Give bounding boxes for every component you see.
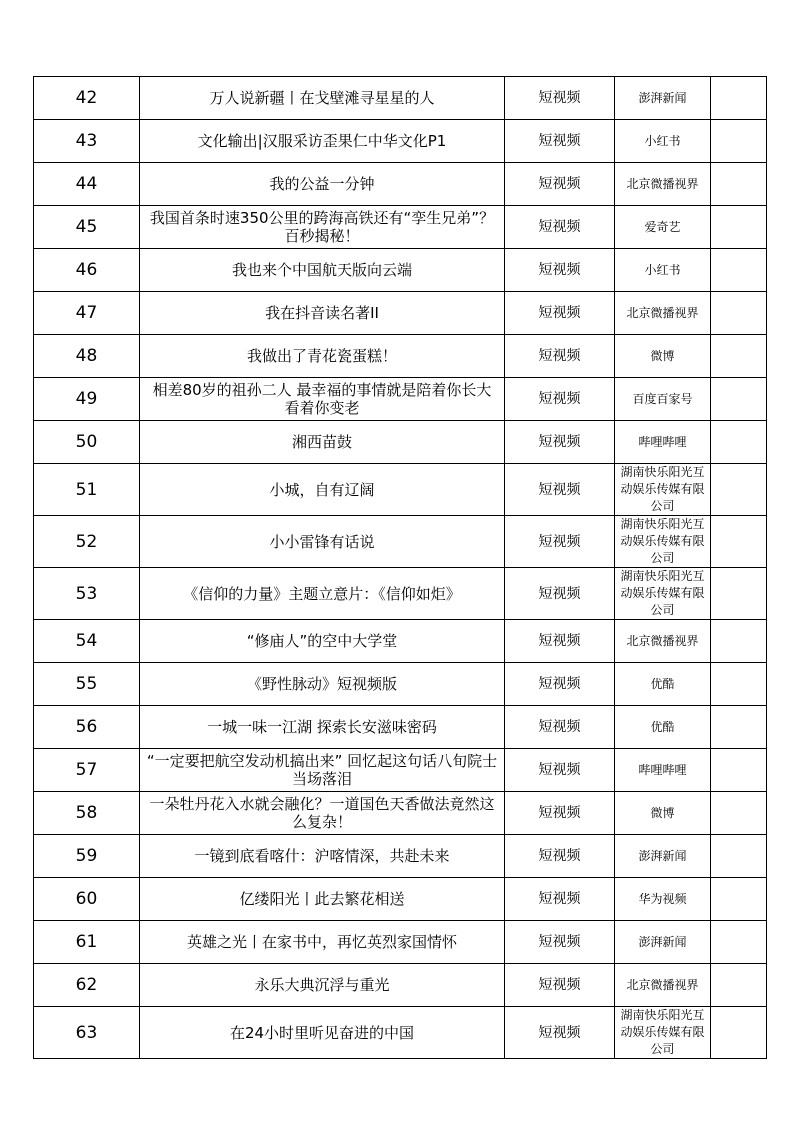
work-title: 英雄之光丨在家书中，再忆英烈家国情怀 (140, 921, 505, 964)
work-title: 我也来个中国航天版向云端 (140, 249, 505, 292)
work-type: 短视频 (505, 706, 615, 749)
work-source: 湖南快乐阳光互动娱乐传媒有限公司 (615, 516, 711, 568)
work-source: 微博 (615, 335, 711, 378)
row-number: 55 (34, 663, 140, 706)
work-source: 北京微播视界 (615, 292, 711, 335)
row-number: 43 (34, 120, 140, 163)
work-type: 短视频 (505, 749, 615, 792)
work-title: 小城，自有辽阔 (140, 464, 505, 516)
row-number: 49 (34, 378, 140, 421)
work-title: 我国首条时速350公里的跨海高铁还有“孪生兄弟”？百秒揭秘！ (140, 206, 505, 249)
empty-cell (711, 421, 767, 464)
work-title: 我在抖音读名著II (140, 292, 505, 335)
empty-cell (711, 706, 767, 749)
row-number: 44 (34, 163, 140, 206)
work-source: 华为视频 (615, 878, 711, 921)
work-title: 万人说新疆丨在戈壁滩寻星星的人 (140, 77, 505, 120)
empty-cell (711, 292, 767, 335)
table-row (34, 120, 767, 163)
empty-cell (711, 516, 767, 568)
row-number: 52 (34, 516, 140, 568)
table-row (34, 516, 767, 568)
empty-cell (711, 663, 767, 706)
empty-cell (711, 77, 767, 120)
row-number: 48 (34, 335, 140, 378)
empty-cell (711, 921, 767, 964)
work-title: 亿缕阳光丨此去繁花相送 (140, 878, 505, 921)
work-title: 在24小时里听见奋进的中国 (140, 1007, 505, 1059)
table-row (34, 749, 767, 792)
work-title: 小小雷锋有话说 (140, 516, 505, 568)
work-source: 湖南快乐阳光互动娱乐传媒有限公司 (615, 568, 711, 620)
empty-cell (711, 792, 767, 835)
work-source: 澎湃新闻 (615, 77, 711, 120)
work-type: 短视频 (505, 568, 615, 620)
empty-cell (711, 749, 767, 792)
work-title: 我做出了青花瓷蛋糕！ (140, 335, 505, 378)
work-title: 相差80岁的祖孙二人 最幸福的事情就是陪着你长大 看着你变老 (140, 378, 505, 421)
row-number: 50 (34, 421, 140, 464)
table-row (34, 163, 767, 206)
table-row (34, 921, 767, 964)
empty-cell (711, 568, 767, 620)
row-number: 42 (34, 77, 140, 120)
row-number: 54 (34, 620, 140, 663)
work-type: 短视频 (505, 663, 615, 706)
work-type: 短视频 (505, 292, 615, 335)
work-type: 短视频 (505, 206, 615, 249)
work-source: 哔哩哔哩 (615, 749, 711, 792)
work-type: 短视频 (505, 792, 615, 835)
work-source: 百度百家号 (615, 378, 711, 421)
table-row (34, 464, 767, 516)
empty-cell (711, 835, 767, 878)
work-source: 微博 (615, 792, 711, 835)
table-row (34, 620, 767, 663)
row-number: 51 (34, 464, 140, 516)
empty-cell (711, 120, 767, 163)
work-title: 一朵牡丹花入水就会融化？一道国色天香做法竟然这么复杂！ (140, 792, 505, 835)
row-number: 59 (34, 835, 140, 878)
row-number: 57 (34, 749, 140, 792)
row-number: 63 (34, 1007, 140, 1059)
work-source: 北京微播视界 (615, 620, 711, 663)
work-type: 短视频 (505, 964, 615, 1007)
works-table (33, 76, 767, 1059)
row-number: 45 (34, 206, 140, 249)
empty-cell (711, 335, 767, 378)
work-source: 哔哩哔哩 (615, 421, 711, 464)
row-number: 53 (34, 568, 140, 620)
work-type: 短视频 (505, 835, 615, 878)
work-type: 短视频 (505, 921, 615, 964)
table-row (34, 835, 767, 878)
work-source: 澎湃新闻 (615, 921, 711, 964)
work-source: 北京微播视界 (615, 163, 711, 206)
work-source: 优酷 (615, 663, 711, 706)
work-source: 优酷 (615, 706, 711, 749)
row-number: 46 (34, 249, 140, 292)
work-type: 短视频 (505, 620, 615, 663)
work-source: 小红书 (615, 120, 711, 163)
work-title: 一镜到底看喀什：沪喀情深，共赴未来 (140, 835, 505, 878)
empty-cell (711, 378, 767, 421)
empty-cell (711, 464, 767, 516)
empty-cell (711, 249, 767, 292)
table-row (34, 335, 767, 378)
work-title: 永乐大典沉浮与重光 (140, 964, 505, 1007)
work-title: “一定要把航空发动机搞出来” 回忆起这句话八旬院士当场落泪 (140, 749, 505, 792)
work-type: 短视频 (505, 120, 615, 163)
empty-cell (711, 163, 767, 206)
work-title: 湘西苗鼓 (140, 421, 505, 464)
empty-cell (711, 206, 767, 249)
table-row (34, 206, 767, 249)
table-row (34, 706, 767, 749)
row-number: 62 (34, 964, 140, 1007)
table-row (34, 1007, 767, 1059)
table-row (34, 421, 767, 464)
work-title: 《信仰的力量》主题立意片：《信仰如炬》 (140, 568, 505, 620)
table-row (34, 792, 767, 835)
work-source: 小红书 (615, 249, 711, 292)
work-type: 短视频 (505, 464, 615, 516)
table-row (34, 249, 767, 292)
row-number: 60 (34, 878, 140, 921)
row-number: 56 (34, 706, 140, 749)
work-type: 短视频 (505, 378, 615, 421)
work-title: 我的公益一分钟 (140, 163, 505, 206)
work-source: 湖南快乐阳光互动娱乐传媒有限公司 (615, 464, 711, 516)
work-title: 一城一味一江湖 探索长安滋味密码 (140, 706, 505, 749)
work-type: 短视频 (505, 249, 615, 292)
work-title: 《野性脉动》短视频版 (140, 663, 505, 706)
work-type: 短视频 (505, 878, 615, 921)
table-row (34, 663, 767, 706)
work-type: 短视频 (505, 421, 615, 464)
work-source: 北京微播视界 (615, 964, 711, 1007)
table-row (34, 378, 767, 421)
work-type: 短视频 (505, 77, 615, 120)
work-title: “修庙人”的空中大学堂 (140, 620, 505, 663)
empty-cell (711, 1007, 767, 1059)
work-source: 湖南快乐阳光互动娱乐传媒有限公司 (615, 1007, 711, 1059)
empty-cell (711, 620, 767, 663)
work-type: 短视频 (505, 1007, 615, 1059)
table-row (34, 964, 767, 1007)
table-row (34, 568, 767, 620)
row-number: 61 (34, 921, 140, 964)
table-row (34, 878, 767, 921)
row-number: 47 (34, 292, 140, 335)
row-number: 58 (34, 792, 140, 835)
work-type: 短视频 (505, 335, 615, 378)
work-source: 澎湃新闻 (615, 835, 711, 878)
empty-cell (711, 964, 767, 1007)
table-row (34, 292, 767, 335)
work-source: 爱奇艺 (615, 206, 711, 249)
table-row (34, 77, 767, 120)
work-title: 文化输出|汉服采访歪果仁中华文化P1 (140, 120, 505, 163)
empty-cell (711, 878, 767, 921)
work-type: 短视频 (505, 163, 615, 206)
work-type: 短视频 (505, 516, 615, 568)
